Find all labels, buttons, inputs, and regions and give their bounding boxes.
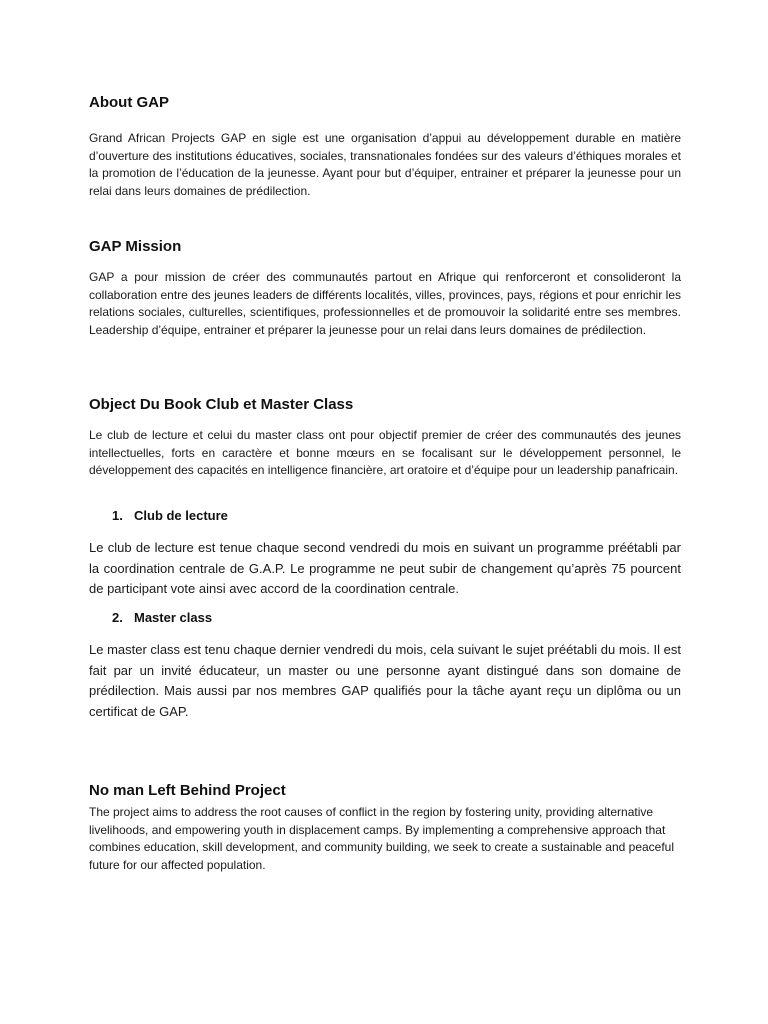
project-heading: No man Left Behind Project <box>89 782 286 799</box>
list-item-master <box>112 609 212 627</box>
master-paragraph: Le master class est tenu chaque dernier vendredi du mois, cela suivant le sujet préétabli du mois. Il est fait par un invité éducateur, un master ou une personne ayant distingué dans son domaine de prédilection. Mais aussi par nos membres GAP qualifiés pour la tâche ayant reçu un diplôma ou un certificat de GAP. <box>89 642 681 719</box>
object-body-wrap <box>89 427 681 480</box>
object-heading: Object Du Book Club et Master Class <box>89 396 354 413</box>
list-item-number: 2. <box>112 610 123 625</box>
list-item-number: 1. <box>112 508 123 523</box>
about-paragraph: Grand African Projects GAP en sigle est une organisation d’appui au développement durable en matière d’ouverture des institutions éducatives, sociales, transnationales fondées sur des valeurs d’éthiques morales et la promotion de l’éducation de la jeunesse. Ayant pour but d’équiper, entrainer et préparer la jeunesse pour un relai dans leurs domaines de prédilection. <box>89 131 681 198</box>
object-paragraph: Le club de lecture et celui du master class ont pour objectif premier de créer des communautés des jeunes intellectuelles, forts en caractère et bonne mœurs en se focalisant sur le développement personnel, le développement des capacités en intelligence financière, art oratoire et d’équipe pour un leadership panafricain. <box>89 428 681 477</box>
list-item-club <box>112 507 228 525</box>
mission-body-wrap <box>89 269 681 339</box>
project-section <box>89 781 681 801</box>
mission-section <box>89 237 681 257</box>
list-item-label: Master class <box>134 610 213 625</box>
club-paragraph: Le club de lecture est tenue chaque second vendredi du mois en suivant un programme préétabli par la coordination centrale de G.A.P. Le programme ne peut subir de changement qu’après 75 pourcent de participant vote ainsi avec accord de la coordination centrale. <box>89 540 681 596</box>
about-section <box>89 93 681 113</box>
project-paragraph: The project aims to address the root causes of conflict in the region by fostering unity, providing alternative livelihoods, and empowering youth in displacement camps. By implementing a comprehensive approach that combines education, skill development, and community building, we seek to create a sustainable and peaceful future for our affected population. <box>89 805 675 872</box>
mission-heading: GAP Mission <box>89 238 182 255</box>
about-body-wrap <box>89 130 681 200</box>
club-body-wrap <box>89 538 681 600</box>
master-body-wrap <box>89 640 681 722</box>
project-body-wrap <box>89 804 681 874</box>
list-item-label: Club de lecture <box>134 508 228 523</box>
object-section <box>89 395 681 415</box>
about-heading: About GAP <box>89 94 169 111</box>
mission-paragraph: GAP a pour mission de créer des communautés partout en Afrique qui renforceront et consolideront la collaboration entre des jeunes leaders de différents localités, villes, provinces, pays, régions et pour enrichir les relations sociales, culturelles, scientifiques, professionnelles et de promouvoir la solidarité entre ses membres. Leadership d’équipe, entrainer et préparer la jeunesse pour un relai dans leurs domaines de prédilection. <box>89 270 681 337</box>
